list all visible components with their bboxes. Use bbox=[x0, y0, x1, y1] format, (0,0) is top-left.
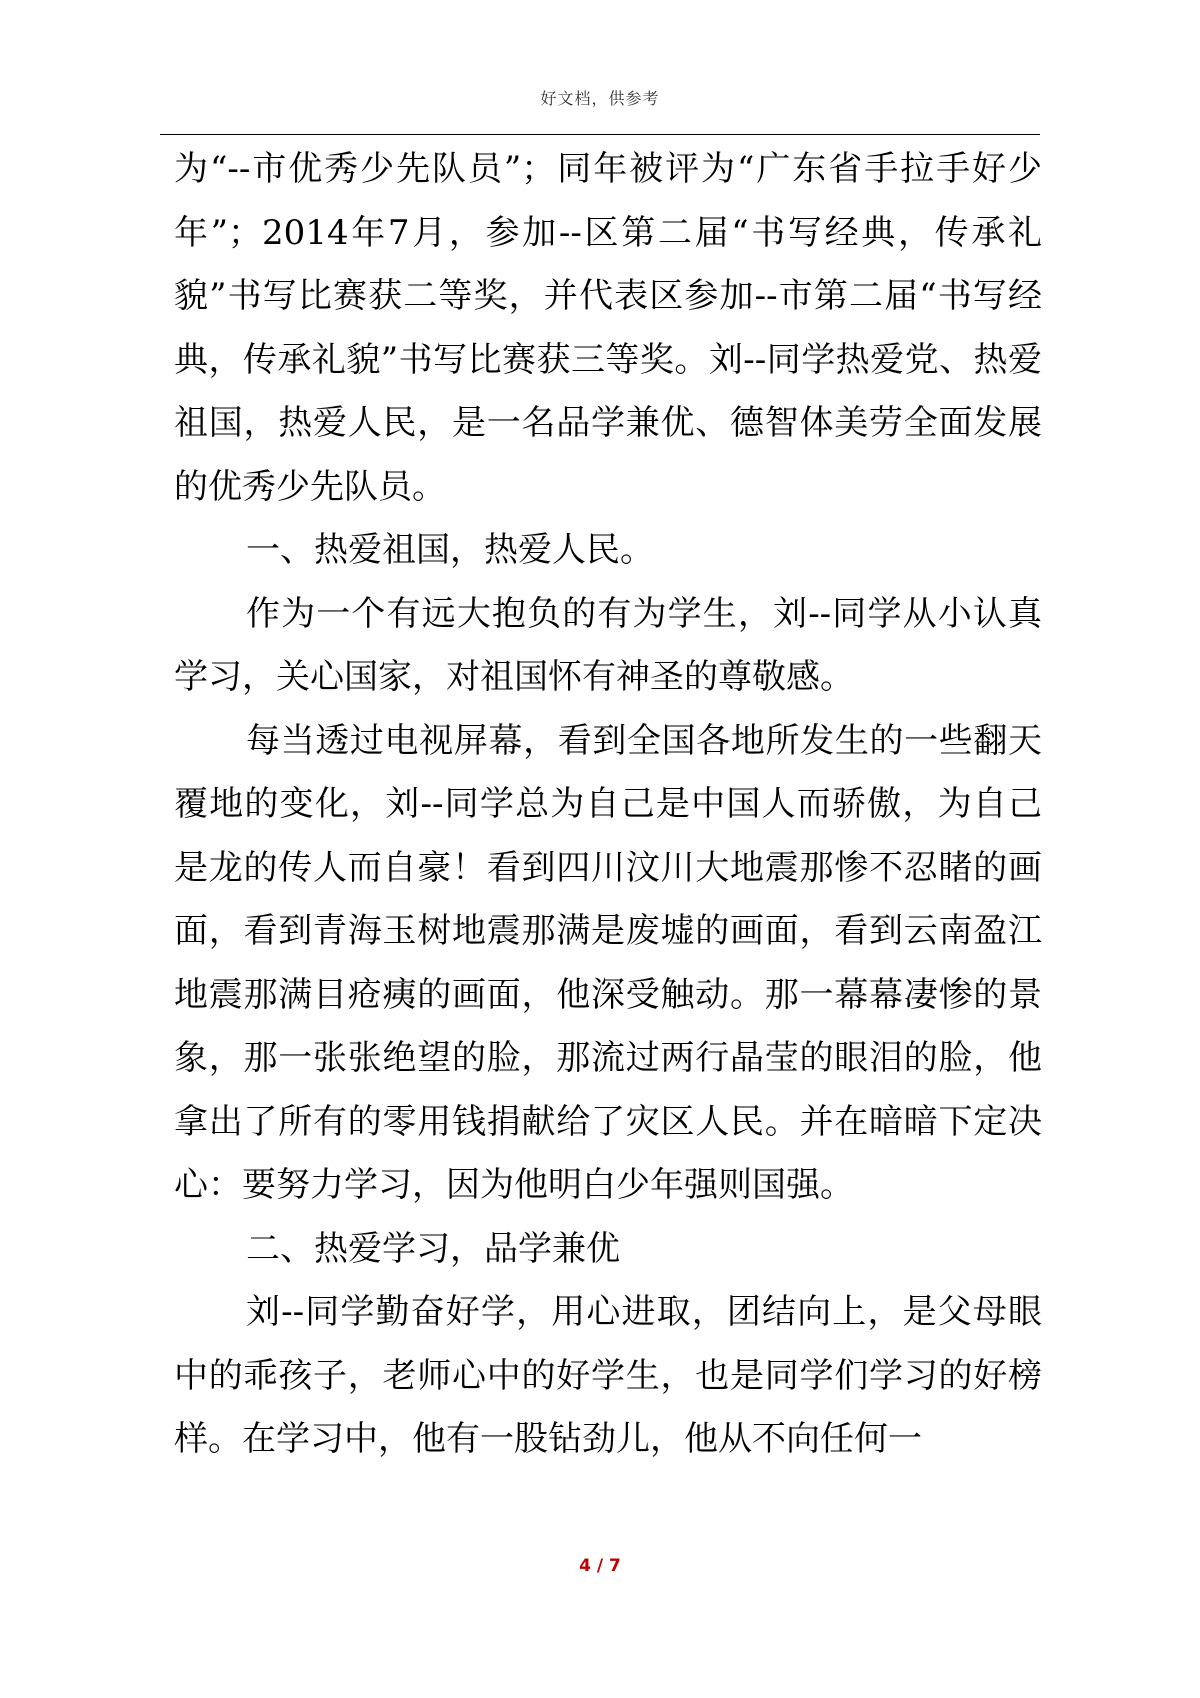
paragraph-ambition: 作为一个有远大抱负的有为学生，刘--同学从小认真学习，关心国家，对祖国怀有神圣的尊敬感。 bbox=[174, 593, 1042, 697]
page-header: 好文档，供参考 bbox=[540, 89, 660, 108]
paragraph-diligence: 刘--同学勤奋好学，用心进取，团结向上，是父母眼中的乖孩子，老师心中的好学生，也是同学们学习的好榜样。在学习中，他有一股钻劲儿，他从不向任何一 bbox=[174, 1292, 1042, 1459]
section-heading-love-learning: 二、热爱学习，品学兼优 bbox=[246, 1228, 620, 1269]
document-body bbox=[174, 138, 1042, 1472]
paragraph-intro: 为“--市优秀少先队员”；同年被评为“广东省手拉手好少年”；2014年7月，参加--区第二届“书写经典，传承礼貌”书写比赛获二等奖，并代表区参加--市第二届“书写经典，传承礼貌”书写比赛获三等奖。刘--同学热爱党、热爱祖国，热爱人民，是一名品学兼优、德智体美劳全面发展的优秀少先队员。 bbox=[174, 149, 1042, 507]
paragraph-earthquake: 每当透过电视屏幕，看到全国各地所发生的一些翻天覆地的变化，刘--同学总为自己是中国人而骄傲，为自己是龙的传人而自豪！看到四川汶川大地震那惨不忍睹的画面，看到青海玉树地震那满是废墟的画面，看到云南盈江地震那满目疮痍的画面，他深受触动。那一幕幕凄惨的景象，那一张张绝望的脸，那流过两行晶莹的眼泪的脸，他拿出了所有的零用钱捐献给了灾区人民。并在暗暗下定决心：要努力学习，因为他明白少年强则国强。 bbox=[174, 720, 1042, 1205]
page-number: 4 / 7 bbox=[579, 1556, 621, 1576]
header-rule bbox=[160, 134, 1040, 135]
section-heading-love-country: 一、热爱祖国，热爱人民。 bbox=[246, 530, 654, 570]
